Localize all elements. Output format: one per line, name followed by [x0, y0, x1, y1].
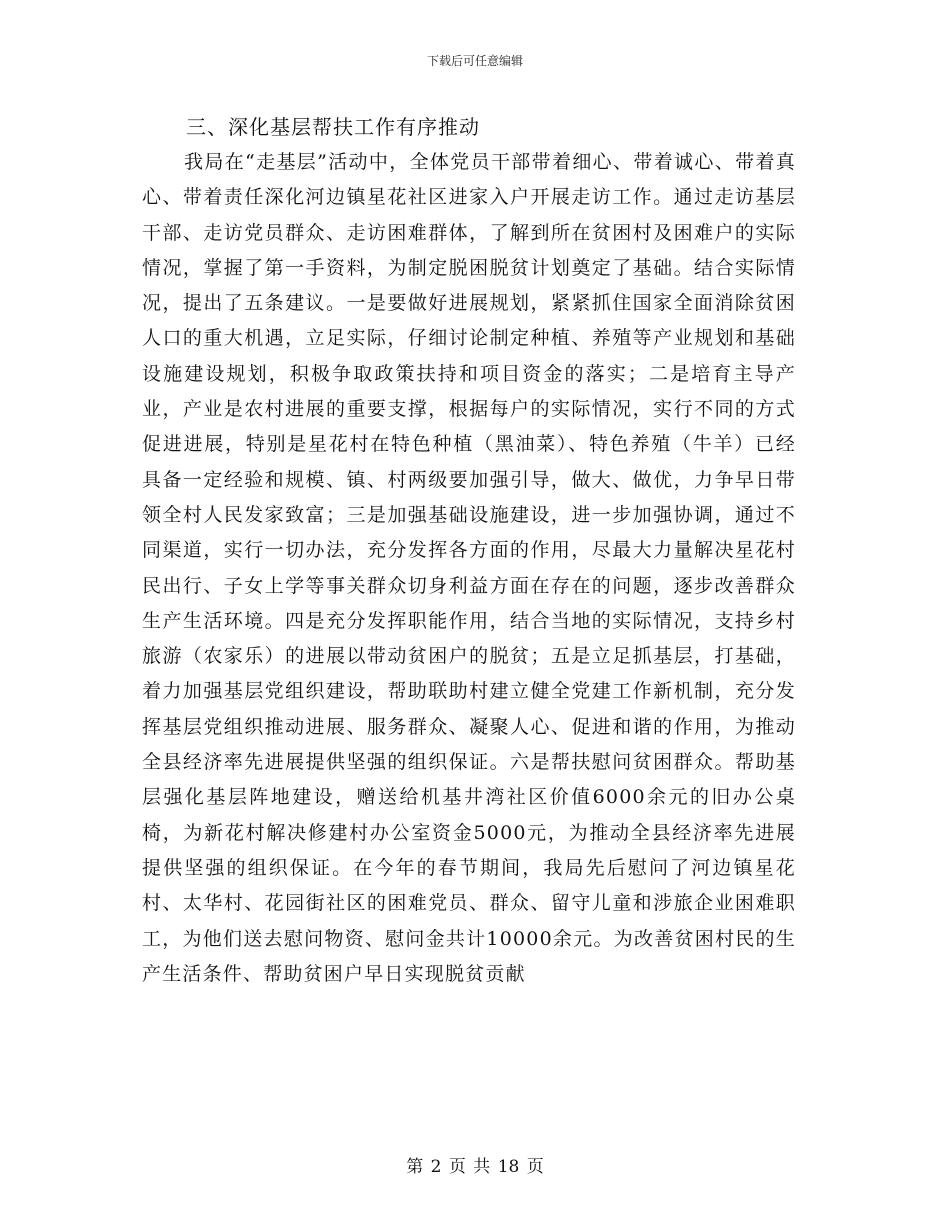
- header-note: 下载后可任意编辑: [426, 54, 523, 68]
- section-heading: 三、深化基层帮扶工作有序推动: [186, 115, 480, 139]
- page-number-footer: 第 2 页 共 18 页: [406, 1157, 544, 1177]
- body-paragraph: 我局在“走基层”活动中，全体党员干部带着细心、带着诚心、带着真心、带着责任深化河边镇星花社区进家入户开展走访工作。通过走访基层干部、走访党员群众、走访困难群体，了解到所在贫困村及困难户的实际情况，掌握了第一手资料，为制定脱困脱贫计划奠定了基础。结合实际情况，提出了五条建议。一是要做好进展规划，紧紧抓住国家全面消除贫困人口的重大机遇，立足实际，仔细讨论制定种植、养殖等产业规划和基础设施建设规划，积极争取政策扶持和项目资金的落实；二是培育主导产业，产业是农村进展的重要支撑，根据每户的实际情况，实行不同的方式促进进展，特别是星花村在特色种植（黑油菜）、特色养殖（牛羊）已经具备一定经验和规模、镇、村两级要加强引导，做大、做优，力争早日带领全村人民发家致富；三是加强基础设施建设，进一步加强协调，通过不同渠道，实行一切办法，充分发挥各方面的作用，尽最大力量解决星花村民出行、子女上学等事关群众切身利益方面在存在的问题，逐步改善群众生产生活环境。四是充分发挥职能作用，结合当地的实际情况，支持乡村旅游（农家乐）的进展以带动贫困户的脱贫；五是立足抓基层，打基础，着力加强基层党组织建设，帮助联助村建立健全党建工作新机制，充分发挥基层党组织推动进展、服务群众、凝聚人心、促进和谐的作用，为推动全县经济率先进展提供坚强的组织保证。六是帮扶慰问贫困群众。帮助基层强化基层阵地建设，赠送给机基井湾社区价值6000余元的旧办公桌椅，为新花村解决修建村办公室资金5000元，为推动全县经济率先进展提供坚强的组织保证。在今年的春节期间，我局先后慰问了河边镇星花村、太华村、花园街社区的困难党员、群众、留守儿童和涉旅企业困难职工，为他们送去慰问物资、慰问金共计10000余元。为改善贫困村民的生产生活条件、帮助贫困户早日实现脱贫贡献: [142, 151, 796, 985]
